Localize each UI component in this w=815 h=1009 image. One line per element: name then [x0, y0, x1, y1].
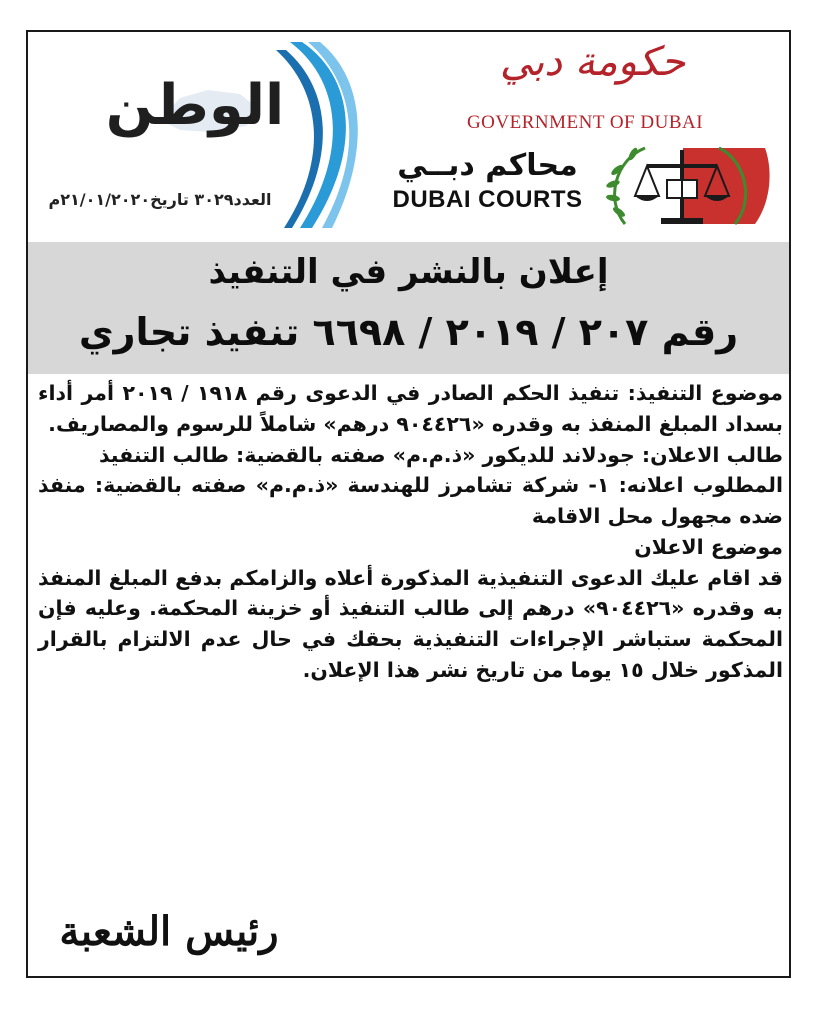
courts-name-english: DUBAI COURTS	[392, 186, 583, 213]
notice-subject-text: قد اقام عليك الدعوى التنفيذية المذكورة أعلاه والزامكم بدفع المبلغ المنفذ به وقدره «٩٠٤٤٢٦» درهم إلى طالب التنفيذ أو خزينة المحكمة. وعليه فإن المحكمة ستباشر الإجراءات التنفيذية بحقك في حال عدم الالتزام بالقرار المذكور خلال ١٥ يوما من تاريخ نشر هذا الإعلان.	[38, 565, 783, 682]
government-name-arabic: حكومة دبي	[499, 39, 686, 85]
notice-title-band	[28, 242, 789, 374]
dubai-courts-logo	[385, 140, 775, 230]
government-of-dubai-logo	[455, 39, 715, 133]
newspaper-masthead	[30, 40, 370, 230]
courts-name-arabic: محاكم دبــي	[397, 148, 578, 183]
notice-requester: طالب الاعلان: جودلاند للديكور «ذ.م.م» صفته بالقضية: طالب التنفيذ	[98, 442, 783, 467]
courts-name-block	[385, 148, 590, 214]
notice-subject-heading: موضوع الاعلان	[634, 534, 783, 559]
newspaper-name: الوطن	[105, 73, 285, 138]
notice-body	[38, 378, 783, 686]
issue-date-line: العدد٣٠٢٩ تاريخ٢١/٠١/٢٠٢٠م	[48, 190, 272, 209]
case-number: رقم ٢٠٧ / ٢٠١٩ / ٦٦٩٨ تنفيذ تجاري	[78, 310, 739, 354]
division-head-signature: رئيس الشعبة	[59, 908, 279, 955]
notice-title: إعلان بالنشر في التنفيذ	[208, 252, 609, 292]
execution-subject: موضوع التنفيذ: تنفيذ الحكم الصادر في الدعوى رقم ١٩١٨ / ٢٠١٩ أمر أداء بسداد المبلغ المنفذ به وقدره «٩٠٤٤٢٦ درهم» شاملاً للرسوم والمصاريف.	[38, 381, 783, 436]
government-name-english: GOVERNMENT OF DUBAI	[466, 112, 704, 133]
scales-of-justice-icon	[595, 140, 770, 230]
notice-recipient: المطلوب اعلانه: ١- شركة تشامرز للهندسة «ذ.م.م» صفته بالقضية: منفذ ضده مجهول محل الاقامة	[38, 473, 783, 528]
